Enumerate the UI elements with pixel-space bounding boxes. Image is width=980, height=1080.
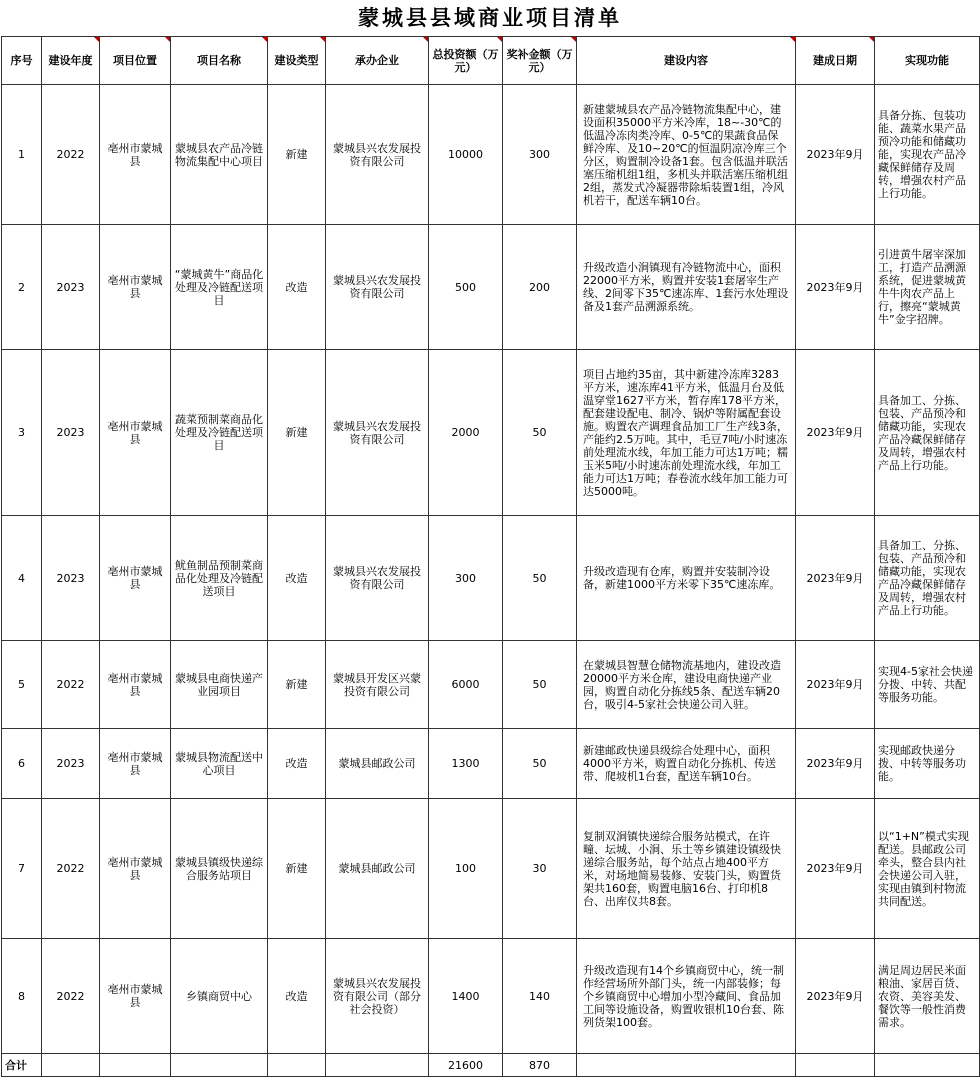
cell-date: 2023年9月 bbox=[796, 939, 875, 1054]
cell-build-type: 新建 bbox=[268, 85, 326, 225]
header-company: 承办企业 bbox=[326, 37, 429, 85]
cell-project-name: 蒙城县电商快递产业园项目 bbox=[171, 641, 268, 729]
cell-function: 实现4-5家社会快递分拨、中转、共配等服务功能。 bbox=[875, 641, 980, 729]
cell-location: 亳州市蒙城县 bbox=[100, 939, 171, 1054]
total-empty bbox=[326, 1054, 429, 1077]
cell-year: 2023 bbox=[42, 729, 100, 799]
cell-function: 引进黄牛屠宰深加工，打造产品溯源系统，促进蒙城黄牛牛肉农产品上行，擦亮“蒙城黄牛”金字招牌。 bbox=[875, 225, 980, 350]
cell-content: 升级改造现有仓库，购置并安装制冷设备，新建1000平方米零下35℃速冻库。 bbox=[577, 516, 796, 641]
cell-date: 2023年9月 bbox=[796, 516, 875, 641]
cell-location: 亳州市蒙城县 bbox=[100, 516, 171, 641]
cell-build-type: 改造 bbox=[268, 939, 326, 1054]
total-empty bbox=[577, 1054, 796, 1077]
table-row bbox=[2, 729, 980, 799]
total-subsidy: 870 bbox=[503, 1054, 577, 1077]
total-empty bbox=[100, 1054, 171, 1077]
project-table bbox=[1, 36, 980, 1077]
cell-year: 2022 bbox=[42, 939, 100, 1054]
cell-content: 新建邮政快递县级综合处理中心，面积4000平方米，购置自动化分拣机、传送带、爬坡机1台套，配送车辆10台。 bbox=[577, 729, 796, 799]
cell-function: 以“1+N”模式实现配送。县邮政公司牵头，整合县内社会快递公司入驻，实现由镇到村物流共同配送。 bbox=[875, 799, 980, 939]
cell-subsidy: 50 bbox=[503, 729, 577, 799]
cell-investment: 1400 bbox=[429, 939, 503, 1054]
table-row bbox=[2, 939, 980, 1054]
total-empty bbox=[875, 1054, 980, 1077]
header-year: 建设年度 bbox=[42, 37, 100, 85]
cell-location: 亳州市蒙城县 bbox=[100, 799, 171, 939]
cell-seq: 3 bbox=[2, 350, 42, 516]
cell-project-name: 鱿鱼制品预制菜商品化处理及冷链配送项目 bbox=[171, 516, 268, 641]
cell-function: 实现邮政快递分拨、中转等服务功能。 bbox=[875, 729, 980, 799]
cell-subsidy: 50 bbox=[503, 641, 577, 729]
header-date: 建成日期 bbox=[796, 37, 875, 85]
cell-subsidy: 50 bbox=[503, 516, 577, 641]
cell-subsidy: 50 bbox=[503, 350, 577, 516]
cell-investment: 100 bbox=[429, 799, 503, 939]
cell-content: 在蒙城县智慧仓储物流基地内，建设改造20000平方米仓库，建设电商快递产业园，购置自动化分拣线5条、配送车辆20台，吸引4-5家社会快递公司入驻。 bbox=[577, 641, 796, 729]
cell-location: 亳州市蒙城县 bbox=[100, 85, 171, 225]
cell-investment: 500 bbox=[429, 225, 503, 350]
table-row bbox=[2, 85, 980, 225]
cell-build-type: 新建 bbox=[268, 641, 326, 729]
header-function: 实现功能 bbox=[875, 37, 980, 85]
total-investment: 21600 bbox=[429, 1054, 503, 1077]
cell-investment: 6000 bbox=[429, 641, 503, 729]
cell-year: 2022 bbox=[42, 799, 100, 939]
cell-year: 2022 bbox=[42, 641, 100, 729]
cell-location: 亳州市蒙城县 bbox=[100, 641, 171, 729]
cell-investment: 1300 bbox=[429, 729, 503, 799]
cell-subsidy: 200 bbox=[503, 225, 577, 350]
cell-seq: 4 bbox=[2, 516, 42, 641]
header-row bbox=[2, 37, 980, 85]
header-investment: 总投资额（万元） bbox=[429, 37, 503, 85]
cell-date: 2023年9月 bbox=[796, 350, 875, 516]
cell-function: 满足周边居民米面粮油、家居百货、农资、美容美发、餐饮等一般性消费需求。 bbox=[875, 939, 980, 1054]
cell-build-type: 改造 bbox=[268, 225, 326, 350]
cell-date: 2023年9月 bbox=[796, 641, 875, 729]
table-row bbox=[2, 350, 980, 516]
cell-seq: 5 bbox=[2, 641, 42, 729]
cell-year: 2022 bbox=[42, 85, 100, 225]
page-title: 蒙城县县域商业项目清单 bbox=[358, 5, 622, 30]
cell-seq: 6 bbox=[2, 729, 42, 799]
cell-location: 亳州市蒙城县 bbox=[100, 225, 171, 350]
cell-seq: 8 bbox=[2, 939, 42, 1054]
cell-subsidy: 140 bbox=[503, 939, 577, 1054]
total-empty bbox=[268, 1054, 326, 1077]
cell-company: 蒙城县邮政公司 bbox=[326, 729, 429, 799]
cell-date: 2023年9月 bbox=[796, 85, 875, 225]
cell-function: 具备加工、分拣、包装、产品预冷和储藏功能，实现农产品冷藏保鲜储存及周转，增强农村产品上行功能。 bbox=[875, 350, 980, 516]
total-empty bbox=[42, 1054, 100, 1077]
table-row bbox=[2, 641, 980, 729]
total-row bbox=[2, 1054, 980, 1077]
cell-investment: 10000 bbox=[429, 85, 503, 225]
cell-content: 新建蒙城县农产品冷链物流集配中心，建设面积35000平方米冷库，18~-30℃的低温冷冻肉类冷库、0-5℃的果蔬食品保鲜冷库、及10~20℃的恒温阴凉冷库三个分区，购置制冷设备1套。包含低温并联活塞压缩机组1组，多机头并联活塞压缩机组2组，蒸发式冷凝器带除垢装置1组，冷风机若干，配送车辆10台。 bbox=[577, 85, 796, 225]
cell-year: 2023 bbox=[42, 350, 100, 516]
cell-project-name: 蒙城县镇级快递综合服务站项目 bbox=[171, 799, 268, 939]
header-name: 项目名称 bbox=[171, 37, 268, 85]
header-seq: 序号 bbox=[2, 37, 42, 85]
header-location: 项目位置 bbox=[100, 37, 171, 85]
cell-year: 2023 bbox=[42, 516, 100, 641]
cell-company: 蒙城县兴农发展投资有限公司 bbox=[326, 350, 429, 516]
cell-company: 蒙城县兴农发展投资有限公司 bbox=[326, 85, 429, 225]
cell-subsidy: 300 bbox=[503, 85, 577, 225]
cell-company: 蒙城县兴农发展投资有限公司（部分社会投资） bbox=[326, 939, 429, 1054]
cell-content: 复制双涧镇快递综合服务站模式，在许疃、坛城、小涧、乐土等乡镇建设镇级快递综合服务站，每个站点占地400平方米，对场地简易装修、安装门头，购置货架共160套，购置电脑16台、打印机8台、出库仪共8套。 bbox=[577, 799, 796, 939]
cell-seq: 7 bbox=[2, 799, 42, 939]
cell-project-name: 蒙城县物流配送中心项目 bbox=[171, 729, 268, 799]
cell-seq: 2 bbox=[2, 225, 42, 350]
cell-project-name: “蒙城黄牛”商品化处理及冷链配送项目 bbox=[171, 225, 268, 350]
total-empty bbox=[171, 1054, 268, 1077]
cell-location: 亳州市蒙城县 bbox=[100, 350, 171, 516]
cell-build-type: 新建 bbox=[268, 799, 326, 939]
cell-investment: 300 bbox=[429, 516, 503, 641]
cell-content: 升级改造现有14个乡镇商贸中心，统一制作经营场所外部门头，统一内部装修；每个乡镇商贸中心增加小型冷藏间、食品加工间等设施设备，购置收银机10台套、陈列货架100套。 bbox=[577, 939, 796, 1054]
cell-subsidy: 30 bbox=[503, 799, 577, 939]
cell-content: 升级改造小涧镇现有冷链物流中心，面积22000平方米，购置并安装1套屠宰生产线、2间零下35℃速冻库、1套污水处理设备及1套产品溯源系统。 bbox=[577, 225, 796, 350]
cell-date: 2023年9月 bbox=[796, 225, 875, 350]
table-row bbox=[2, 799, 980, 939]
table-row bbox=[2, 516, 980, 641]
cell-company: 蒙城县开发区兴蒙投资有限公司 bbox=[326, 641, 429, 729]
header-subsidy: 奖补金额（万元） bbox=[503, 37, 577, 85]
cell-company: 蒙城县邮政公司 bbox=[326, 799, 429, 939]
cell-date: 2023年9月 bbox=[796, 729, 875, 799]
cell-company: 蒙城县兴农发展投资有限公司 bbox=[326, 516, 429, 641]
cell-investment: 2000 bbox=[429, 350, 503, 516]
cell-date: 2023年9月 bbox=[796, 799, 875, 939]
cell-project-name: 乡镇商贸中心 bbox=[171, 939, 268, 1054]
cell-build-type: 改造 bbox=[268, 516, 326, 641]
cell-year: 2023 bbox=[42, 225, 100, 350]
table-row bbox=[2, 225, 980, 350]
cell-project-name: 蒙城县农产品冷链物流集配中心项目 bbox=[171, 85, 268, 225]
cell-build-type: 新建 bbox=[268, 350, 326, 516]
cell-function: 具备加工、分拣、包装、产品预冷和储藏功能，实现农产品冷藏保鲜储存及周转，增强农村产品上行功能。 bbox=[875, 516, 980, 641]
cell-build-type: 改造 bbox=[268, 729, 326, 799]
cell-function: 具备分拣、包装功能、蔬菜水果产品预冷功能和储藏功能，实现农产品冷藏保鲜储存及周转，增强农村产品上行功能。 bbox=[875, 85, 980, 225]
cell-location: 亳州市蒙城县 bbox=[100, 729, 171, 799]
cell-project-name: 蔬菜预制菜商品化处理及冷链配送项目 bbox=[171, 350, 268, 516]
header-type: 建设类型 bbox=[268, 37, 326, 85]
header-content: 建设内容 bbox=[577, 37, 796, 85]
cell-company: 蒙城县兴农发展投资有限公司 bbox=[326, 225, 429, 350]
total-label: 合计 bbox=[2, 1054, 42, 1077]
cell-content: 项目占地约35亩，其中新建冷冻库3283平方米，速冻库41平方米，低温月台及低温穿堂1627平方米，暂存库178平方米，配套建设配电、制冷、锅炉等附属配套设施。购置农产调理食品加工厂生产线3条，产能约2.5万吨。其中，毛豆7吨/小时速冻前处理流水线，年加工能力可达1万吨；糯玉米5吨/小时速冻前处理流水线，年加工能力可达1万吨；春卷流水线年加工能力可达5000吨。 bbox=[577, 350, 796, 516]
cell-seq: 1 bbox=[2, 85, 42, 225]
total-empty bbox=[796, 1054, 875, 1077]
